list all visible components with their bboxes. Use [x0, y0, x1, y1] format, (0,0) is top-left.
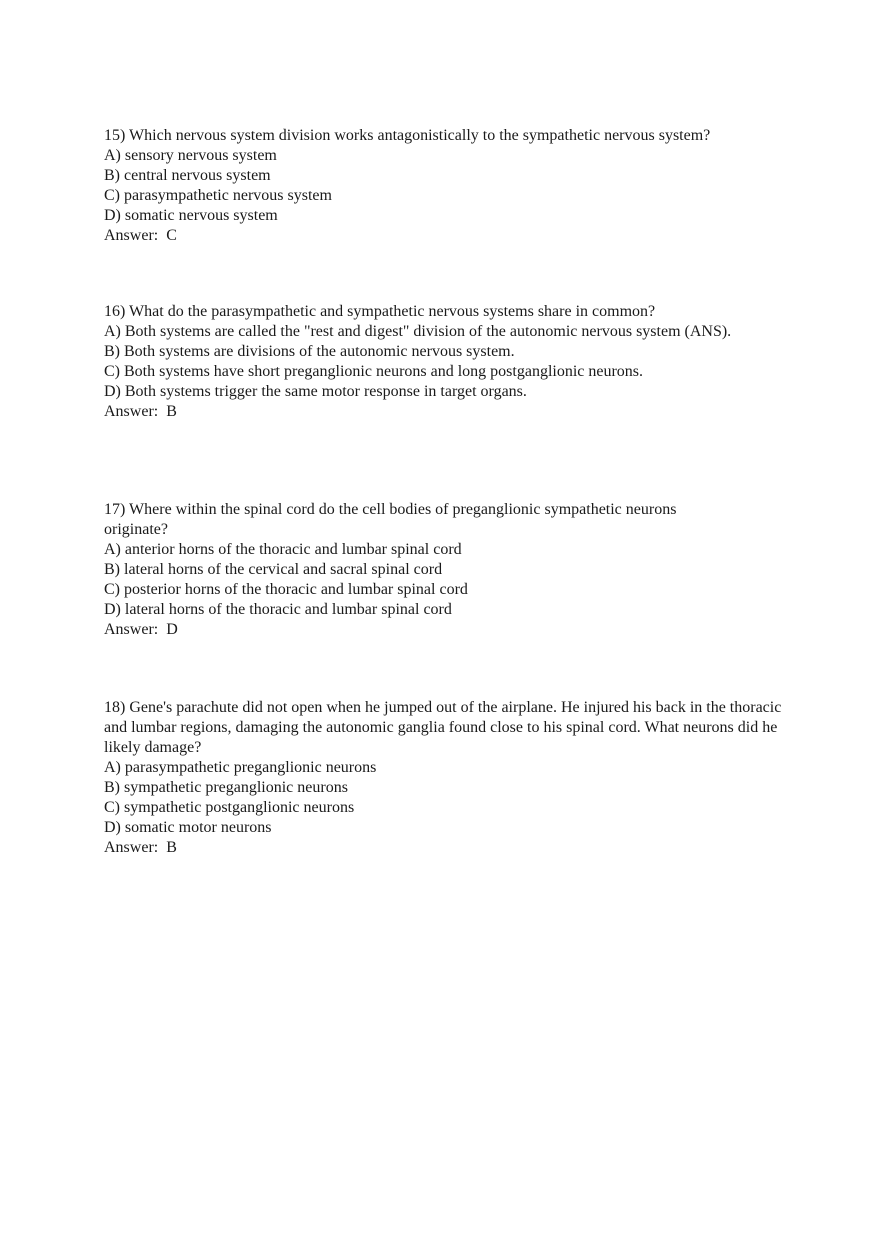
question-stem: 18) Gene's parachute did not open when he jumped out of the airplane. He injured his back in the thoracic and lumbar regions, damaging the autonomic ganglia found close to his spinal cord. What neurons did he likely damage? — [104, 699, 786, 756]
option-b: B) sympathetic preganglionic neurons — [104, 779, 348, 796]
question-stem: 17) Where within the spinal cord do the cell bodies of preganglionic sympathetic neurons originate? — [104, 501, 681, 538]
option-a: A) sensory nervous system — [104, 147, 277, 164]
answer: Answer: B — [104, 403, 177, 420]
option-d: D) somatic motor neurons — [104, 819, 272, 836]
option-c: C) posterior horns of the thoracic and lumbar spinal cord — [104, 581, 468, 598]
question-18 — [104, 698, 794, 858]
option-c: C) parasympathetic nervous system — [104, 187, 332, 204]
option-c: C) Both systems have short preganglionic neurons and long postganglionic neurons. — [104, 363, 644, 380]
option-b: B) central nervous system — [104, 167, 271, 184]
option-d: D) lateral horns of the thoracic and lumbar spinal cord — [104, 601, 452, 618]
answer: Answer: B — [104, 839, 177, 856]
question-17 — [104, 500, 794, 640]
option-a: A) Both systems are called the "rest and digest" division of the autonomic nervous system (ANS). — [104, 323, 732, 340]
question-16 — [104, 302, 794, 422]
question-15 — [104, 126, 794, 246]
option-a: A) anterior horns of the thoracic and lumbar spinal cord — [104, 541, 462, 558]
option-b: B) lateral horns of the cervical and sacral spinal cord — [104, 561, 443, 578]
option-d: D) somatic nervous system — [104, 207, 278, 224]
answer: Answer: C — [104, 227, 177, 244]
answer: Answer: D — [104, 621, 178, 638]
option-a: A) parasympathetic preganglionic neurons — [104, 759, 377, 776]
option-d: D) Both systems trigger the same motor response in target organs. — [104, 383, 527, 400]
question-stem: 15) Which nervous system division works antagonistically to the sympathetic nervous system? — [104, 127, 711, 144]
option-b: B) Both systems are divisions of the autonomic nervous system. — [104, 343, 515, 360]
option-c: C) sympathetic postganglionic neurons — [104, 799, 355, 816]
question-stem: 16) What do the parasympathetic and sympathetic nervous systems share in common? — [104, 303, 656, 320]
